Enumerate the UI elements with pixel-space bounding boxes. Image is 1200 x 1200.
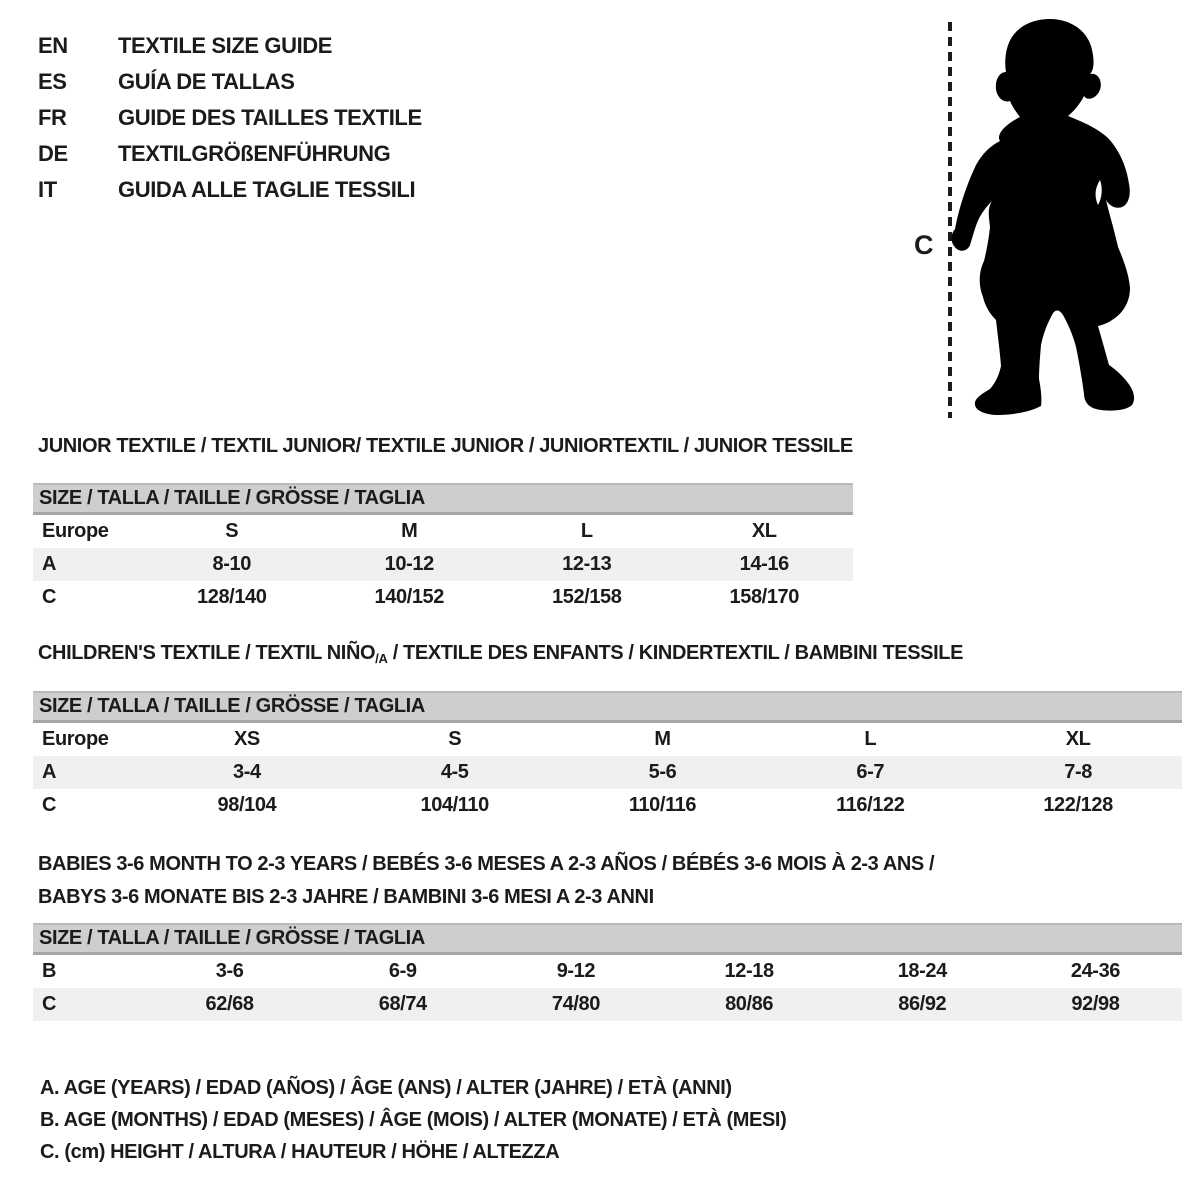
junior-size-table [33, 483, 853, 614]
size-cell: 74/80 [551, 993, 600, 1015]
size-cell: 12-18 [724, 960, 774, 982]
table-row-europe [33, 515, 853, 548]
legend-line-c: C. (cm) HEIGHT / ALTURA / HAUTEUR / HÖHE / ALTEZZA [40, 1141, 560, 1163]
size-cell: 110/116 [628, 794, 697, 816]
size-cell: 104/110 [420, 794, 489, 816]
row-label: Europe [42, 728, 109, 750]
size-cell: L [864, 728, 877, 750]
size-cell: 18-24 [897, 960, 947, 982]
size-cell: 62/68 [205, 993, 254, 1015]
size-cell: 86/92 [898, 993, 947, 1015]
children-title-part2: / TEXTILE DES ENFANTS / KINDERTEXTIL / BAMBINI TESSILE [387, 642, 964, 664]
size-cell: 98/104 [217, 794, 277, 816]
size-cell: 3-6 [215, 960, 244, 982]
language-code: ES [38, 69, 67, 94]
size-cell: 152/158 [552, 586, 622, 608]
toddler-silhouette-icon [951, 19, 1134, 415]
babies-title-line1: BABIES 3-6 MONTH TO 2-3 YEARS / BEBÉS 3-6 MESES A 2-3 AÑOS / BÉBÉS 3-6 MOIS À 2-3 ANS / [38, 853, 935, 875]
children-size-table [33, 691, 1182, 822]
size-cell: 6-7 [856, 761, 885, 783]
table-header-bar: SIZE / TALLA / TAILLE / GRÖSSE / TAGLIA [33, 923, 1182, 955]
language-row-es [38, 64, 422, 100]
babies-section-title [38, 848, 934, 914]
size-cell: L [580, 520, 593, 542]
table-header-bar: SIZE / TALLA / TAILLE / GRÖSSE / TAGLIA [33, 691, 1182, 723]
size-cell: 122/128 [1043, 794, 1113, 816]
size-cell: 7-8 [1064, 761, 1092, 783]
row-label: C [42, 794, 57, 816]
size-cell: 14-16 [739, 553, 789, 575]
babies-title-line2: BABYS 3-6 MONATE BIS 2-3 JAHRE / BAMBINI 3-6 MESI A 2-3 ANNI [38, 886, 654, 908]
size-cell: XS [233, 728, 260, 750]
children-title-sub: /A [375, 651, 388, 666]
children-title-part1: CHILDREN'S TEXTILE / TEXTIL NIÑO [38, 642, 376, 664]
table-row-age [33, 548, 853, 581]
row-label: B [42, 960, 57, 982]
size-cell: 24-36 [1070, 960, 1121, 982]
language-code: IT [38, 177, 57, 202]
size-cell: S [448, 728, 462, 750]
size-cell: 8-10 [212, 553, 251, 575]
row-label: Europe [42, 520, 109, 542]
table-row-months [33, 955, 1182, 988]
size-cell: M [654, 728, 671, 750]
size-cell: 10-12 [384, 553, 434, 575]
table-row-height [33, 789, 1182, 822]
language-title: GUÍA DE TALLAS [118, 69, 295, 94]
row-label: C [42, 586, 57, 608]
language-row-fr [38, 100, 422, 136]
junior-section-title: JUNIOR TEXTILE / TEXTIL JUNIOR/ TEXTILE JUNIOR / JUNIORTEXTIL / JUNIOR TESSILE [38, 435, 853, 457]
children-section-title [38, 642, 963, 670]
size-cell: 158/170 [729, 586, 799, 608]
row-label: C [42, 993, 57, 1015]
size-cell: 3-4 [233, 761, 261, 783]
language-row-it [38, 172, 422, 208]
size-cell: 116/122 [836, 794, 905, 816]
language-code: FR [38, 105, 67, 130]
size-cell: M [401, 520, 418, 542]
size-cell: 12-13 [562, 553, 612, 575]
size-cell: 128/140 [197, 586, 267, 608]
size-cell: XL [1065, 728, 1091, 750]
size-cell: 80/86 [725, 993, 774, 1015]
row-label: A [42, 761, 57, 783]
table-row-age [33, 756, 1182, 789]
language-title: GUIDE DES TAILLES TEXTILE [118, 105, 422, 130]
language-title: TEXTILGRÖßENFÜHRUNG [118, 141, 391, 166]
table-header-bar: SIZE / TALLA / TAILLE / GRÖSSE / TAGLIA [33, 483, 853, 515]
language-title: TEXTILE SIZE GUIDE [118, 33, 333, 58]
language-header [38, 28, 422, 208]
size-cell: 5-6 [648, 761, 677, 783]
row-label: A [42, 553, 57, 575]
language-title: GUIDA ALLE TAGLIE TESSILI [118, 177, 416, 202]
height-label-c: C [914, 230, 934, 260]
size-cell: 92/98 [1071, 993, 1120, 1015]
legend-line-b: B. AGE (MONTHS) / EDAD (MESES) / ÂGE (MOIS) / ALTER (MONATE) / ETÀ (MESI) [40, 1109, 787, 1131]
size-cell: S [225, 520, 239, 542]
size-cell: 68/74 [378, 993, 427, 1015]
size-cell: 140/152 [374, 586, 444, 608]
measurement-legend [40, 1072, 786, 1168]
size-cell: 9-12 [556, 960, 596, 982]
size-cell: 4-5 [440, 761, 469, 783]
babies-size-table [33, 923, 1182, 1021]
table-row-height [33, 988, 1182, 1021]
size-cell: XL [751, 520, 777, 542]
language-row-de [38, 136, 422, 172]
language-row-en [38, 28, 422, 64]
table-row-height [33, 581, 853, 614]
size-figure [900, 8, 1200, 428]
table-row-europe [33, 723, 1182, 756]
legend-line-a: A. AGE (YEARS) / EDAD (AÑOS) / ÂGE (ANS) / ALTER (JAHRE) / ETÀ (ANNI) [40, 1077, 732, 1099]
size-cell: 6-9 [388, 960, 417, 982]
language-code: EN [38, 33, 68, 58]
language-code: DE [38, 141, 68, 166]
